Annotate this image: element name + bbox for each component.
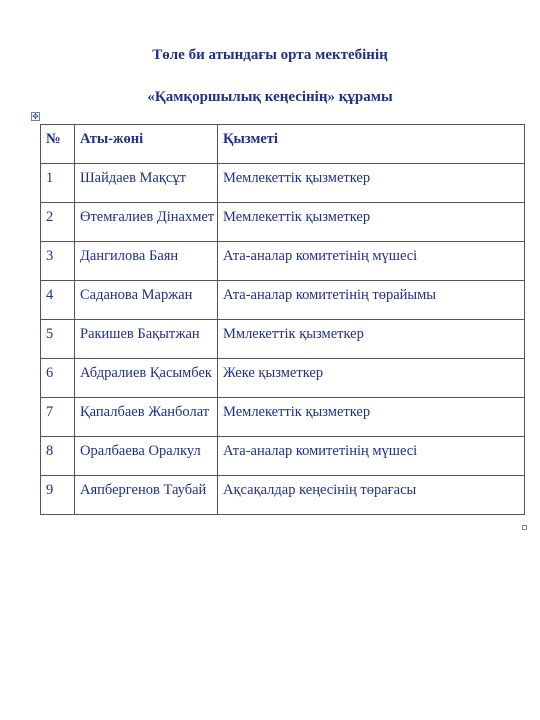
table-row (41, 281, 525, 320)
cell-position: Ата-аналар комитетінің төрайымы (218, 281, 525, 320)
document-subtitle: «Қамқоршылық кеңесінің» құрамы (147, 89, 393, 105)
cell-full-name: Саданова Маржан (75, 281, 218, 320)
table-row (41, 476, 525, 515)
cell-position: Ммлекеттік қызметкер (218, 320, 525, 359)
cell-position: Мемлекеттік қызметкер (218, 398, 525, 437)
cell-position: Ата-аналар комитетінің мүшесі (218, 242, 525, 281)
cell-position: Жеке қызметкер (218, 359, 525, 398)
cell-number: 9 (41, 476, 75, 515)
table-row (41, 203, 525, 242)
cell-position: Мемлекеттік қызметкер (218, 203, 525, 242)
cell-full-name: Оралбаева Оралкул (75, 437, 218, 476)
cell-full-name: Қапалбаев Жанболат (75, 398, 218, 437)
cell-number: 3 (41, 242, 75, 281)
cell-number: 6 (41, 359, 75, 398)
cell-number: 2 (41, 203, 75, 242)
cell-full-name: Аяпбергенов Таубай (75, 476, 218, 515)
table-row (41, 359, 525, 398)
cell-full-name: Ракишев Бақытжан (75, 320, 218, 359)
cell-full-name: Шайдаев Мақсұт (75, 164, 218, 203)
cell-position: Мемлекеттік қызметкер (218, 164, 525, 203)
board-members-table (40, 124, 525, 515)
cell-number: 7 (41, 398, 75, 437)
table-row (41, 437, 525, 476)
header-full-name: Аты-жөні (75, 125, 218, 164)
cell-number: 1 (41, 164, 75, 203)
table-resize-handle[interactable] (522, 525, 527, 530)
table-row (41, 398, 525, 437)
table-header-row (41, 125, 525, 164)
header-position: Қызметі (218, 125, 525, 164)
table-row (41, 164, 525, 203)
cell-number: 5 (41, 320, 75, 359)
cell-number: 4 (41, 281, 75, 320)
table-row (41, 242, 525, 281)
cell-position: Ата-аналар комитетінің мүшесі (218, 437, 525, 476)
cell-full-name: Дангилова Баян (75, 242, 218, 281)
document-title: Төле би атындағы орта мектебінің (152, 47, 388, 63)
cell-position: Ақсақалдар кеңесінің төрағасы (218, 476, 525, 515)
table-row (41, 320, 525, 359)
cell-full-name: Абдралиев Қасымбек (75, 359, 218, 398)
cell-number: 8 (41, 437, 75, 476)
header-number: № (41, 125, 75, 164)
table-move-handle-icon[interactable]: ✥ (32, 112, 39, 121)
cell-full-name: Өтемғалиев Дінахмет (75, 203, 218, 242)
